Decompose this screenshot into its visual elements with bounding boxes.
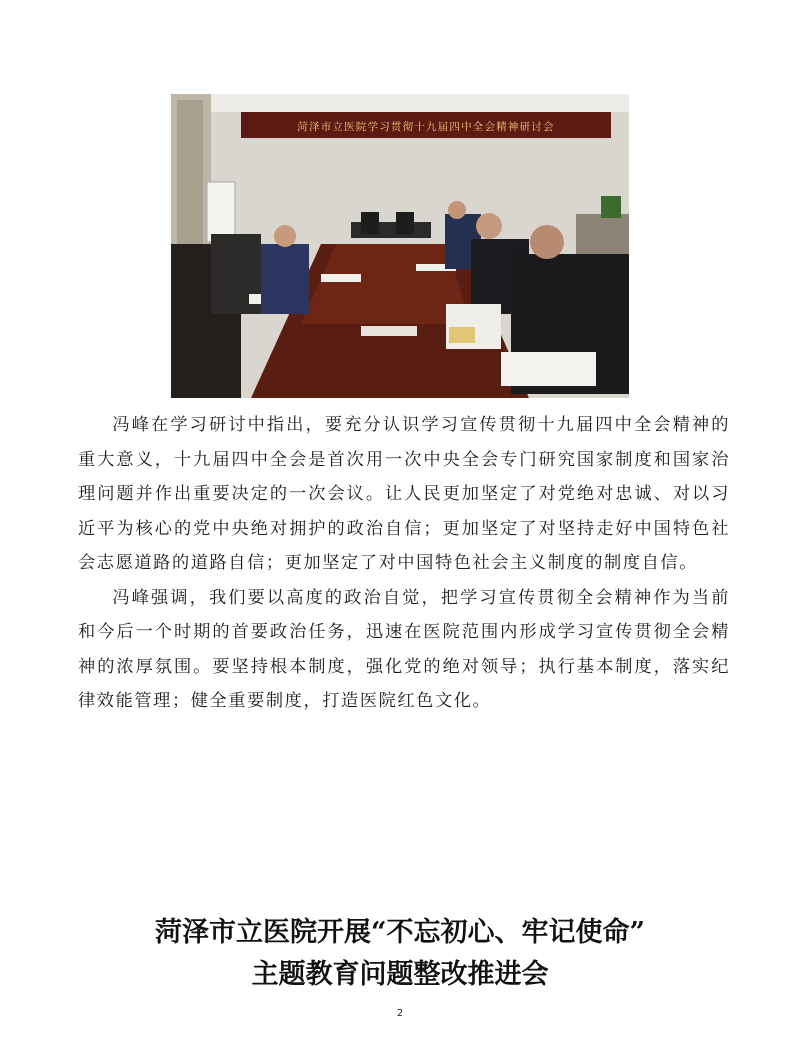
page-number: 2 <box>396 1008 404 1019</box>
meeting-photo <box>171 94 629 398</box>
article-heading <box>60 912 740 996</box>
paragraph-2: 冯峰强调，我们要以高度的政治自觉，把学习宣传贯彻全会精神作为当前和今后一个时期的首要政治任务，迅速在医院范围内形成学习宣传贯彻全会精神的浓厚氛围。要坚持根本制度，强化党的绝对领导；执行基本制度，落实纪律效能管理；健全重要制度，打造医院红色文化。 <box>78 587 730 711</box>
heading-line-2: 主题教育问题整改推进会 <box>251 959 549 990</box>
paragraph-1: 冯峰在学习研讨中指出，要充分认识学习宣传贯彻十九届四中全会精神的重大意义，十九届四中全会是首次用一次中央全会专门研究国家制度和国家治理问题并作出重要决定的一次会议。让人民更加坚定了对党绝对忠诚、对以习近平为核心的党中央绝对拥护的政治自信；更加坚定了对坚持走好中国特色社会志愿道路的道路自信；更加坚定了对中国特色社会主义制度的制度自信。 <box>78 415 730 573</box>
article-body <box>78 408 730 719</box>
heading-line-1: 菏泽市立医院开展“不忘初心、牢记使命” <box>154 917 646 948</box>
photo-banner-text: 菏泽市立医院学习贯彻十九届四中全会精神研讨会 <box>297 121 555 133</box>
